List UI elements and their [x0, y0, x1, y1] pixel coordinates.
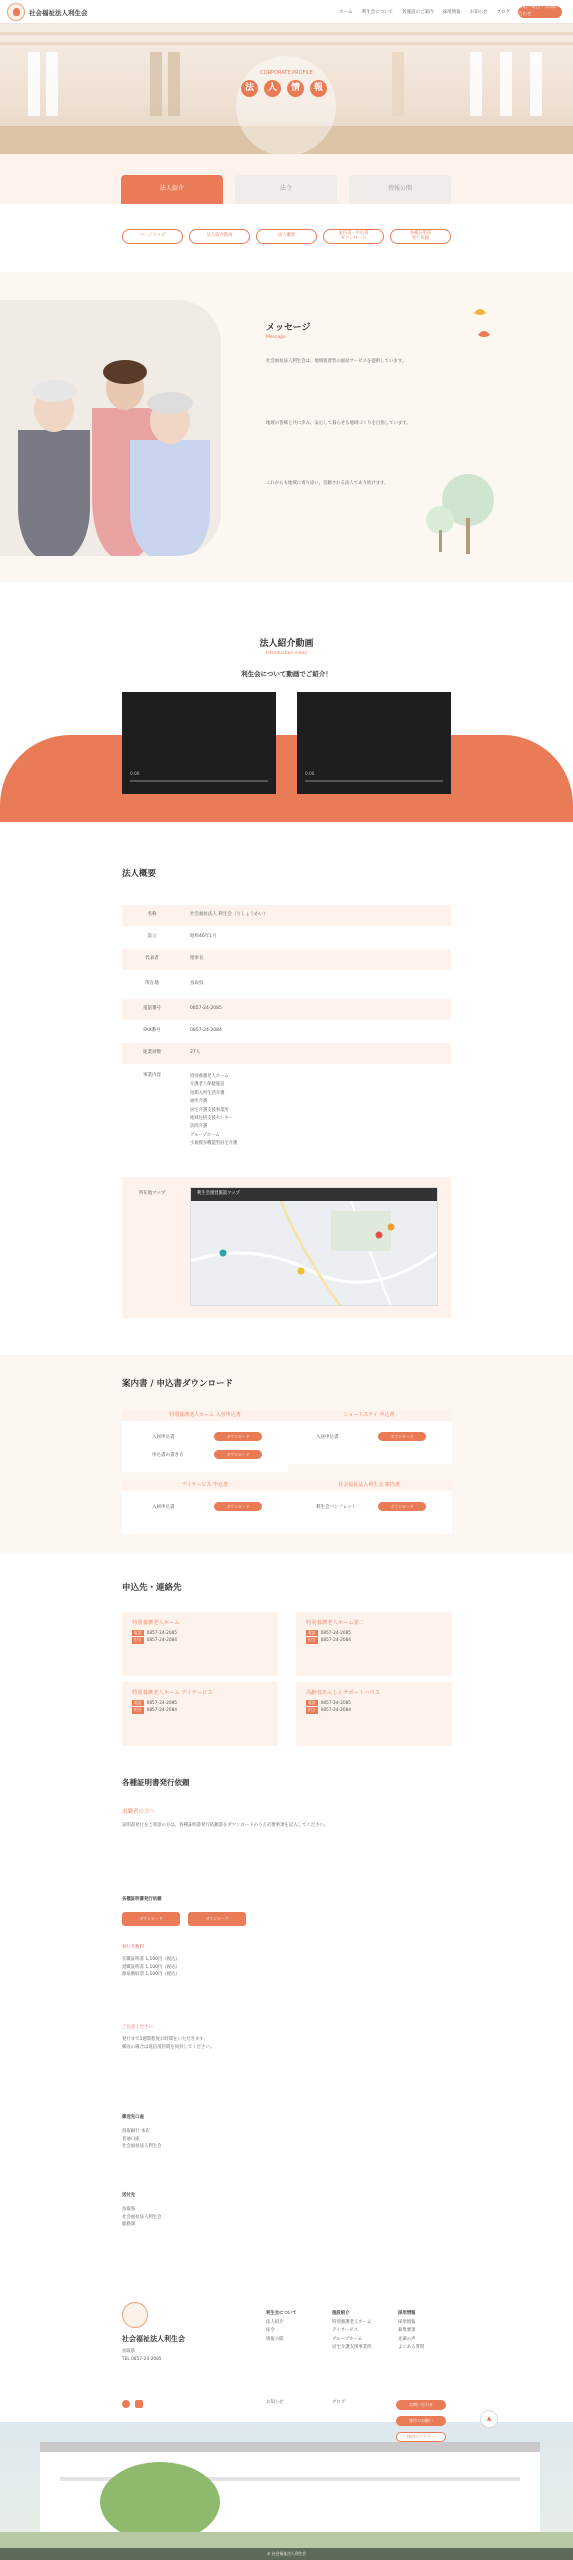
- bank-title: 郵送先口座: [122, 2115, 144, 2120]
- footer-entry-button[interactable]: 採用エントリー: [396, 2432, 446, 2442]
- certificate-body: 証明書発行をご希望の方は、各種証明書発行依頼書をダウンロードのうえ必要事項を記入してください。: [122, 1823, 329, 1828]
- site-header: [0, 0, 573, 24]
- download-card: 社会福祉法人利生会 案内書 利生会パンフレット ダウンロード: [286, 1480, 452, 1534]
- fee-title: 発行手数料: [122, 1945, 144, 1950]
- video-caption: 利生会について動画でご紹介！: [241, 670, 332, 678]
- footer-news-link[interactable]: お知らせ: [266, 2400, 284, 2405]
- footer-contact-button[interactable]: お問い合わせ: [396, 2400, 446, 2410]
- overview-title: 法人概要: [122, 869, 157, 879]
- footer-social: [122, 2400, 143, 2408]
- page-title: 法 人 情 報: [241, 80, 327, 97]
- contact-card: 高齢者あんしんサポートハウス 電話 0857-24-2085 担当 0857-24-2084: [296, 1682, 452, 1746]
- footer-blog-link[interactable]: ブログ: [332, 2400, 346, 2405]
- footer-logo-icon[interactable]: [122, 2302, 148, 2328]
- certificate-download-button[interactable]: ダウンロード: [188, 1912, 246, 1926]
- nav-about[interactable]: 利生会について: [361, 10, 394, 15]
- footer-col: 施設紹介 特別養護老人ホーム デイサービス グループホーム 居宅介護支援事業所: [332, 2311, 372, 2351]
- message-paragraph: 社会福祉法人利生会は、地域密着型の福祉サービスを提供しています。: [266, 359, 407, 364]
- footer-address: 鳥取県 TEL 0857-24-2085: [122, 2349, 162, 2362]
- facility-map[interactable]: 利生会運営施設マップ: [190, 1187, 438, 1306]
- table-row: 設立 昭和46年1月: [122, 926, 451, 948]
- copyright: © 社会福祉法人利生会: [0, 2548, 573, 2560]
- table-row: FAX番号 0857-24-2084: [122, 1020, 451, 1042]
- hero-banner: [0, 24, 573, 154]
- pagetop-chevron-up-icon[interactable]: ▲: [480, 2410, 498, 2428]
- tab-law[interactable]: 法令: [235, 175, 337, 204]
- table-row: 名称 社会福祉法人 利生会（りしょうかい）: [122, 904, 451, 926]
- global-nav: [339, 10, 510, 17]
- certificate-dl-title: 各種証明書発行依頼: [122, 1897, 162, 1902]
- nav-facilities[interactable]: 各施設のご案内: [402, 10, 434, 15]
- footer-col: 採用情報 採用情報 募集要項 先輩の声 よくある質問: [398, 2311, 425, 2351]
- tab-profile[interactable]: 法人紹介: [121, 175, 223, 204]
- download-card: 特別養護老人ホーム 入居申込書 入居申込書 ダウンロード 申込書の書き方 ダウンロード: [122, 1410, 288, 1472]
- instagram-icon[interactable]: [135, 2400, 143, 2408]
- video-player[interactable]: 0:00: [297, 692, 451, 794]
- video-player[interactable]: 0:00: [122, 692, 276, 794]
- download-button[interactable]: ダウンロード: [214, 1502, 262, 1511]
- map-canvas[interactable]: [191, 1201, 438, 1306]
- certificate-download-button[interactable]: ダウンロード: [122, 1912, 180, 1926]
- download-button[interactable]: ダウンロード: [378, 1432, 426, 1441]
- contact-card: 特別養護老人ホーム デイサービス 電話 0857-24-2085 担当 0857-24-2084: [122, 1682, 278, 1746]
- table-row: 所在地 鳥取県: [122, 970, 451, 998]
- download-button[interactable]: ダウンロード: [378, 1502, 426, 1511]
- address-info: 鳥取県 社会福祉法人利生会 総務課: [122, 2207, 162, 2228]
- download-card: デイサービス 申込書 入居申込書 ダウンロード: [122, 1480, 288, 1534]
- message-heading: メッセージ Message: [266, 323, 311, 341]
- certificate-target: 退職者の方へ: [122, 1809, 156, 1815]
- download-title: 案内書 / 申込書ダウンロード: [122, 1379, 234, 1389]
- facebook-icon[interactable]: [122, 2400, 130, 2408]
- contacts-title: 申込先・連絡先: [122, 1583, 182, 1593]
- business-list: 特別養護老人ホーム 介護老人保健施設 短期入所生活介護 通所介護 居宅介護支援事業所 地域包括支援センター 訪問介護 グループホーム 小規模多機能型居宅介護: [190, 1074, 238, 1146]
- fee-list: 在職証明書 1,100円（税込） 退職証明書 1,100円（税込） 源泉徴収票 1,100円（税込）: [122, 1957, 180, 1978]
- address-title: 送付先: [122, 2193, 136, 2198]
- message-paragraph: 地域の皆様と共に歩み、安心して暮らせる地域づくりを目指しています。: [266, 421, 411, 426]
- staff-photo: [0, 300, 221, 556]
- anchor-pagetop[interactable]: ページトップ: [122, 229, 183, 244]
- download-button[interactable]: ダウンロード: [214, 1432, 262, 1441]
- nav-home[interactable]: ホーム: [339, 10, 353, 15]
- bank-info: 鳥取銀行 本店 普通口座 社会福祉法人利生会: [122, 2129, 162, 2150]
- footer-donate-button[interactable]: 寄付のお願い: [396, 2416, 446, 2426]
- footer-col: 利生会について 法人紹介 法令 情報公開: [266, 2311, 297, 2342]
- donate-button[interactable]: 採用・寄付・お問い合わせ: [518, 6, 562, 18]
- nav-blog[interactable]: ブログ: [496, 10, 510, 15]
- download-button[interactable]: ダウンロード: [214, 1450, 262, 1459]
- nav-news[interactable]: お知らせ: [469, 10, 488, 15]
- brand-name[interactable]: 社会福祉法人利生会: [29, 9, 88, 17]
- tab-disclosure[interactable]: 情報公開: [349, 175, 451, 204]
- video-heading: 法人紹介動画 Introduction video: [259, 639, 314, 657]
- contact-card: 特別養護老人ホーム第二 電話 0857-24-2085 担当 0857-24-2084: [296, 1612, 452, 1676]
- video-band: [0, 735, 573, 822]
- footer-brand: 社会福祉法人利生会: [122, 2335, 185, 2343]
- note-list: 発行まで1週間程度お時間をいただきます。 郵送の場合は返信用封筒を同封してください。: [122, 2037, 215, 2050]
- anchor-video[interactable]: 法人紹介動画: [189, 229, 250, 244]
- anchor-certificate[interactable]: 各種証明書 発行依頼: [390, 229, 451, 244]
- message-paragraph: これからも地域に寄り添い、信頼される法人であり続けます。: [266, 481, 389, 486]
- tree-illustration-icon: [418, 470, 498, 560]
- table-row: 代表者 理事長: [122, 948, 451, 970]
- certificate-title: 各種証明書発行依頼: [122, 1778, 190, 1787]
- table-row: 従業員数 27人: [122, 1042, 451, 1064]
- page-subtitle-en: CORPORATE PROFILE: [260, 70, 313, 76]
- table-row: 電話番号 0857-24-2085: [122, 998, 451, 1020]
- anchor-download[interactable]: 案内書・申込書 ダウンロード: [323, 229, 384, 244]
- anchor-overview[interactable]: 法人概要: [256, 229, 317, 244]
- bird-illustration-icon: [470, 305, 496, 345]
- contact-card: 特別養護老人ホーム 電話 0857-24-2085 担当 0857-24-2084: [122, 1612, 278, 1676]
- logo-icon[interactable]: [7, 3, 25, 21]
- nav-recruit[interactable]: 採用情報: [442, 10, 461, 15]
- download-card: ショートステイ 申込書 入居申込書 ダウンロード: [286, 1410, 452, 1464]
- note-title: ご注意ください: [122, 2025, 153, 2030]
- table-row: 事業内容 特別養護老人ホーム 介護老人保健施設 短期入所生活介護 通所介護 居宅介護支援事業所 地域包括支援センター 訪問介護 グループホーム 小規模多機能型居宅介護: [122, 1064, 451, 1176]
- table-row: 所在地マップ: [122, 1176, 451, 1318]
